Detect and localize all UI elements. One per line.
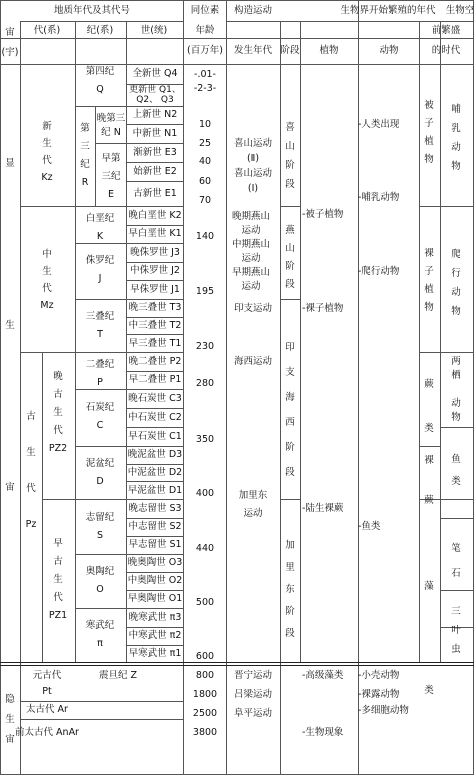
- isotope-title-2: 年龄: [195, 25, 215, 36]
- period-carboniferous: 石炭纪 C: [85, 402, 115, 431]
- bio-title-2: 前繁盛: [431, 25, 461, 36]
- epoch-row: 早寒武世 π1: [128, 648, 182, 659]
- animal-small-shell: -小壳动物: [358, 670, 400, 681]
- tectonic-title: 构造运动: [233, 5, 273, 16]
- stage-col-header: 阶段: [280, 45, 300, 56]
- geologic-era-title: 地质年代及其代号: [53, 5, 131, 16]
- period-col-header: 纪(系): [86, 25, 114, 36]
- age-value: 500: [195, 597, 215, 608]
- age-value: 140: [195, 231, 215, 242]
- age-value: 10: [198, 119, 212, 130]
- animal-human: -人类出现: [358, 119, 400, 130]
- epoch-row: 全新世 Q4: [132, 68, 178, 79]
- age-value: 25: [198, 138, 212, 149]
- era-proterozoic: 元古代 Pt: [32, 670, 62, 697]
- flourish-ferns: 蕨 类: [424, 379, 434, 434]
- epoch-row: 晚白垩世 K2: [128, 210, 182, 221]
- epoch-row: 中寒武世 π2: [128, 630, 182, 641]
- epoch-row: 更新世 Q1、 Q2、 Q3: [129, 85, 181, 105]
- flourish-graptolite: 笔 石: [451, 543, 461, 579]
- bio-title-1: 生物空: [445, 5, 474, 16]
- plant-land-ferns: -陆生裸蕨: [302, 503, 344, 514]
- epoch-row: 中三叠世 T2: [128, 320, 182, 331]
- age-value: 440: [195, 543, 215, 554]
- flourish-title: 生物界开始繁殖的年代: [340, 5, 436, 16]
- age-value: 350: [195, 434, 215, 445]
- epoch-col-header: 世(统): [140, 25, 168, 36]
- era-early-paleozoic: 早 古 生 代 PZ1: [48, 538, 68, 621]
- epoch-row: 早白垩世 K1: [128, 228, 182, 239]
- epoch-row: 中奥陶世 O2: [127, 575, 183, 586]
- tectonic-caledonian: 加里东 运动: [238, 490, 268, 519]
- epoch-row: 中泥盆世 D2: [127, 467, 183, 478]
- epoch-row: 晚寒武世 π3: [128, 612, 182, 623]
- epoch-row: 早志留世 S1: [128, 539, 182, 550]
- animal-naked: -裸露动物: [358, 689, 400, 700]
- plant-higher-algae: -高级藻类: [302, 670, 344, 681]
- tectonic-yanshan: 晚期燕山 运动 中期燕山 运动 早期燕山 运动: [231, 211, 271, 292]
- era-late-paleozoic: 晚 古 生 代 PZ2: [48, 371, 68, 454]
- age-value: 230: [195, 341, 215, 352]
- tectonic-jinning: 晋宁运动: [233, 670, 273, 681]
- plant-angiosperm: -被子植物: [302, 209, 344, 220]
- epoch-row: 晚石炭世 C3: [128, 393, 182, 404]
- epoch-row: 上新世 N2: [132, 109, 178, 120]
- era-mesozoic: 中 生 代 Mz: [40, 249, 54, 311]
- period-ordovician: 奥陶纪 O: [85, 566, 115, 595]
- age-value: 2500: [192, 708, 218, 719]
- era-col-header: 代(系): [33, 25, 61, 36]
- epoch-row: 中石炭世 C2: [128, 412, 182, 423]
- isotope-title-1: 同位素: [190, 5, 220, 16]
- period-sinian: 震旦纪 Z: [98, 670, 138, 681]
- tectonic-indosinian: 印支运动: [233, 303, 273, 314]
- age-value: 600: [195, 651, 215, 662]
- plant-col-header: 植物: [319, 45, 339, 56]
- epoch-row: 早二叠世 P1: [128, 374, 182, 385]
- tectonic-fuping: 阜平运动: [233, 708, 273, 719]
- period-quaternary: 第四纪 Q: [85, 66, 115, 95]
- epoch-row: 早泥盆世 D1: [127, 485, 183, 496]
- epoch-row: 晚三叠世 T3: [128, 302, 182, 313]
- age-value: 800: [195, 670, 215, 681]
- flourish-naked-ferns: 裸 蕨: [424, 455, 434, 506]
- flourish-mammal: 哺 乳 动 物: [451, 104, 461, 172]
- epoch-row: 晚奥陶世 O3: [127, 557, 183, 568]
- period-triassic: 三叠纪 T: [85, 311, 115, 340]
- stage-yanshan: 燕 山 阶 段: [285, 225, 295, 290]
- epoch-row: 早奥陶世 O1: [127, 593, 183, 604]
- stage-himalaya: 喜 山 阶 段: [285, 122, 295, 190]
- bio-title-3: 的时代: [431, 45, 461, 56]
- era-paleozoic: 古 生 代 Pz: [25, 411, 37, 530]
- occur-col-header: 发生年代: [233, 45, 273, 56]
- age-value: 70: [198, 195, 212, 206]
- stage-indosinian: 印 支 海 西 阶 段: [285, 342, 295, 478]
- epoch-row: 渐新世 E3: [133, 147, 177, 158]
- epoch-row: 始新世 E2: [133, 166, 177, 177]
- epoch-row: 晚泥盆世 D3: [127, 449, 183, 460]
- period-paleogene: 早第 三纪 E: [101, 153, 121, 200]
- epoch-row: 晚志留世 S3: [128, 503, 182, 514]
- period-devonian: 泥盆纪 D: [85, 458, 115, 487]
- flourish-amphibian: 两 栖 动 物: [451, 356, 461, 423]
- tectonic-hercynian: 海西运动: [233, 356, 273, 367]
- animal-multicell: -多细胞动物: [358, 705, 409, 716]
- epoch-row: 古新世 E1: [133, 188, 177, 199]
- flourish-trilobite: 三 叶 虫: [451, 606, 461, 655]
- isotope-title-3: (百万年): [187, 45, 223, 56]
- plant-gymnosperm: -裸子植物: [302, 303, 344, 314]
- tectonic-lvliang: 吕梁运动: [233, 689, 273, 700]
- age-value: 3800: [192, 727, 218, 738]
- flourish-algae: 藻 类: [424, 581, 434, 696]
- flourish-gymnosperm: 裸 子 植 物: [424, 248, 434, 313]
- period-silurian: 志留纪 S: [85, 512, 115, 541]
- age-value: 1800: [192, 689, 218, 700]
- epoch-row: 晚二叠世 P2: [128, 356, 182, 367]
- tectonic-himalaya: 喜山运动 (Ⅱ) 喜山运动 (Ⅰ): [233, 138, 273, 194]
- period-permian: 二叠纪 P: [85, 359, 115, 388]
- flourish-fish: 鱼 类: [451, 454, 461, 487]
- age-value: 280: [195, 378, 215, 389]
- animal-mammal: -哺乳动物: [358, 192, 400, 203]
- animal-fish: -鱼类: [358, 521, 381, 532]
- period-neogene: 晚第三 纪 N: [96, 113, 126, 138]
- animal-col-header: 动物: [379, 45, 399, 56]
- eon-phanerozoic: 显 生 宙: [5, 158, 15, 493]
- flourish-reptile: 爬 行 动 物: [451, 249, 461, 317]
- age-value: 195: [195, 286, 215, 297]
- epoch-row: 早石炭世 C1: [128, 431, 182, 442]
- era-archean: 太古代 Ar: [26, 704, 68, 715]
- plant-life-signs: -生物现象: [302, 727, 344, 738]
- epoch-row: 中志留世 S2: [128, 521, 182, 532]
- epoch-row: 早侏罗世 J1: [130, 284, 180, 295]
- age-value: 60: [198, 176, 212, 187]
- animal-reptile: -爬行动物: [358, 266, 400, 277]
- period-cambrian: 寒武纪 π: [85, 620, 115, 649]
- period-cretaceous: 白垩纪 K: [85, 213, 115, 242]
- epoch-row: 晚侏罗世 J3: [130, 247, 180, 258]
- flourish-angiosperm: 被 子 植 物: [424, 100, 434, 165]
- epoch-row: 中新世 N1: [132, 128, 178, 139]
- era-eoarchean: 前太古代 AnAr: [15, 727, 79, 738]
- era-cenozoic: 新 生 代 Kz: [41, 121, 53, 183]
- period-jurassic: 侏罗纪 J: [85, 255, 115, 284]
- epoch-row: 中侏罗世 J2: [130, 265, 180, 276]
- age-value: 40: [198, 156, 212, 167]
- epoch-row: 早三叠世 T1: [128, 338, 182, 349]
- eon-cryptozoic: 隐 生 宙: [5, 694, 15, 745]
- eon-col-header: 宙 (宇): [1, 27, 19, 58]
- age-value: 400: [195, 488, 215, 499]
- period-tertiary: 第 三 纪 R: [80, 123, 90, 188]
- stage-caledonian: 加 里 东 阶 段: [285, 540, 295, 639]
- age-value: -.01- -2-3-: [193, 69, 217, 94]
